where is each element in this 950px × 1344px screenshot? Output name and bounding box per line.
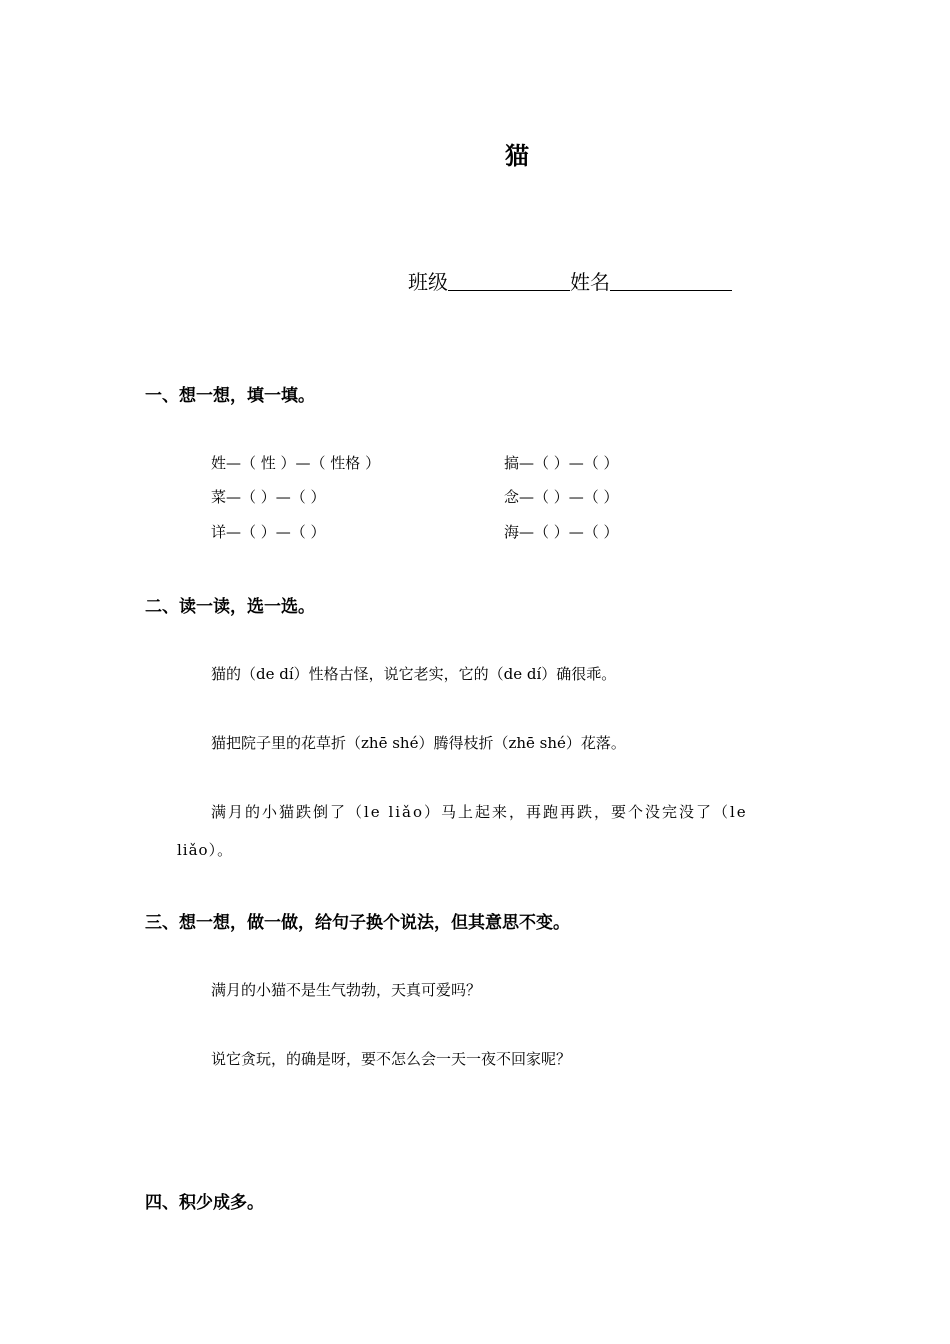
fill-row-2-left: 菜—（ ）—（ ） <box>211 488 326 506</box>
fill-row-3-left: 详—（ ）—（ ） <box>211 523 326 541</box>
reading-line-1: 猫的（de dí）性格古怪，说它老实，它的（de dí）确很乖。 <box>211 665 617 683</box>
name-blank[interactable] <box>610 268 732 291</box>
reading-line-3: 满月的小猫跌倒了（le liǎo）马上起来，再跑再跌，要个没完没了（le <box>211 803 748 821</box>
fill-row-2-right: 念—（ ）—（ ） <box>504 488 619 506</box>
reading-line-2: 猫把院子里的花草折（zhē shé）腾得枝折（zhē shé）花落。 <box>211 734 626 752</box>
section-heading-3: 三、想一想，做一做，给句子换个说法，但其意思不变。 <box>145 913 570 933</box>
student-info-line <box>408 266 732 295</box>
rewrite-sentence-2: 说它贪玩，的确是呀，要不怎么会一天一夜不回家呢？ <box>211 1050 572 1068</box>
reading-line-4: liǎo）。 <box>177 841 234 859</box>
page-title: 猫 <box>505 141 529 170</box>
class-blank[interactable] <box>448 268 570 291</box>
name-label: 姓名 <box>570 270 610 294</box>
fill-row-1-left: 姓—（ 性 ）—（ 性格 ） <box>211 454 381 472</box>
section-heading-4: 四、积少成多。 <box>145 1193 264 1213</box>
class-label: 班级 <box>408 270 448 294</box>
section-heading-1: 一、想一想，填一填。 <box>145 386 315 406</box>
rewrite-sentence-1: 满月的小猫不是生气勃勃，天真可爱吗？ <box>211 981 482 999</box>
section-heading-2: 二、读一读，选一选。 <box>145 597 315 617</box>
fill-row-1-right: 搞—（ ）—（ ） <box>504 454 619 472</box>
fill-row-3-right: 海—（ ）—（ ） <box>504 523 619 541</box>
